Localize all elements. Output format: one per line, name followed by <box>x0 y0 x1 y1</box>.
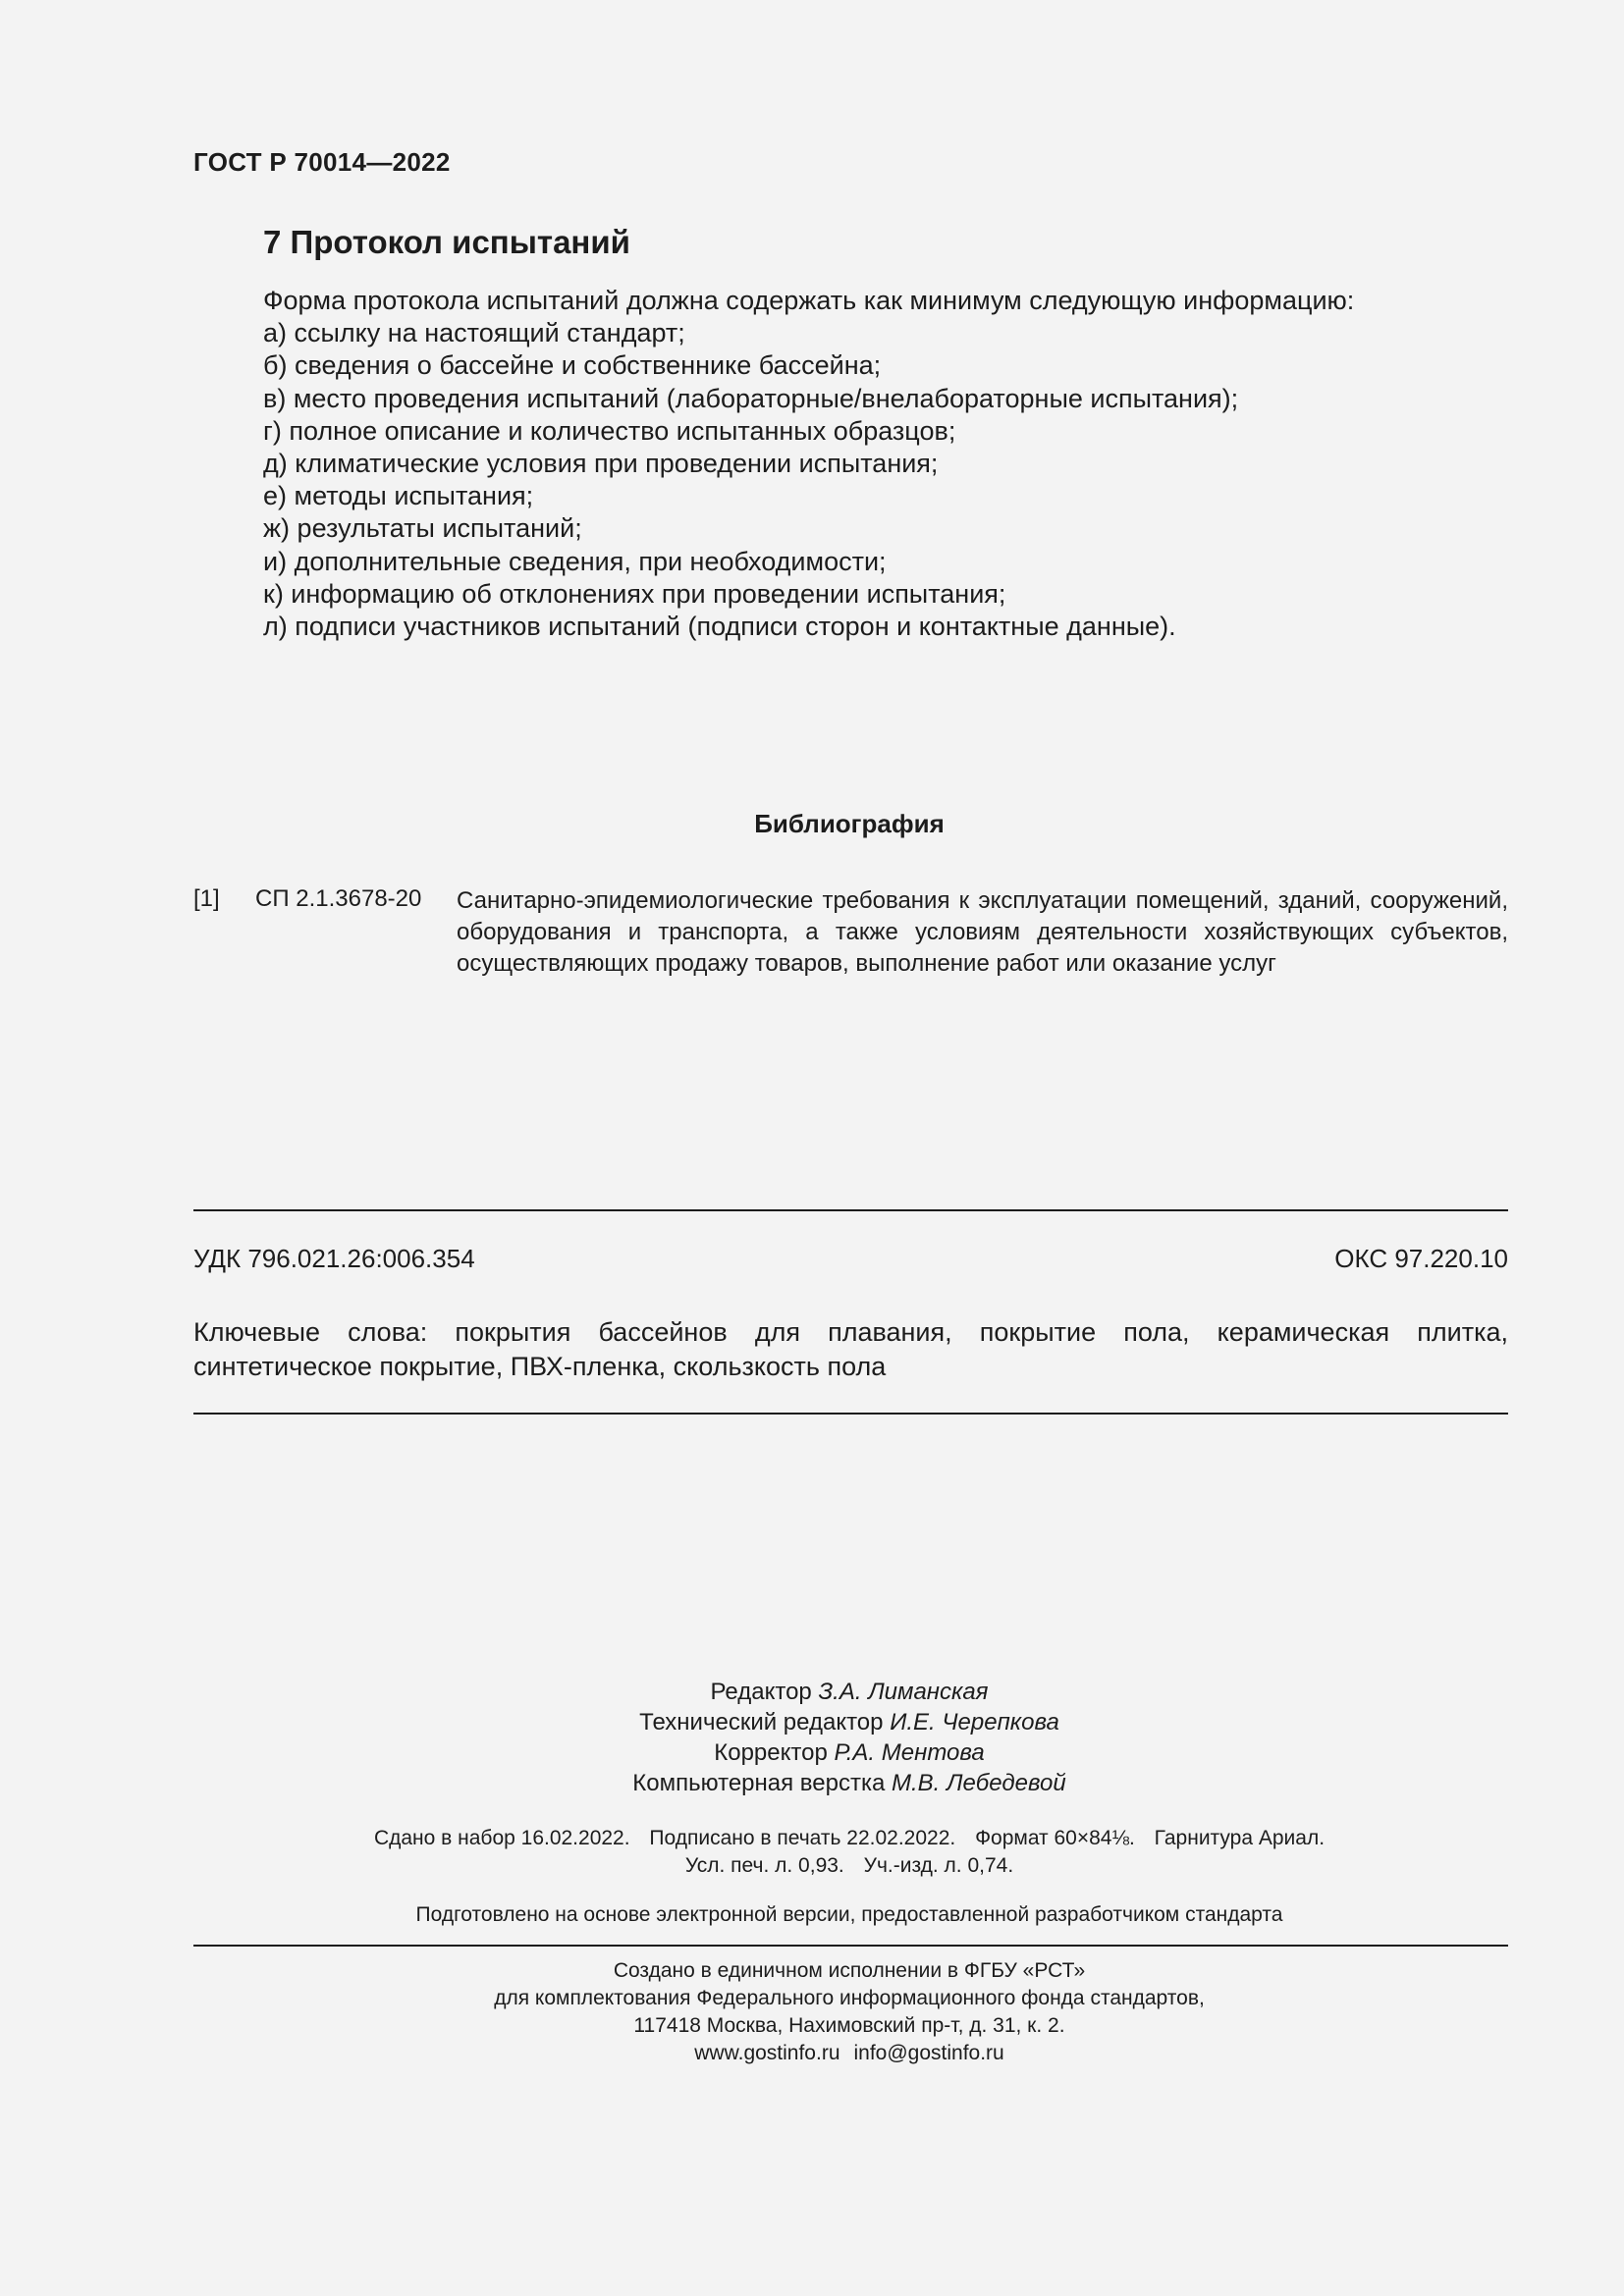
credit-name: З.А. Лиманская <box>818 1679 989 1705</box>
bibliography-entry-number: [1] <box>193 885 220 912</box>
document-id: ГОСТ Р 70014—2022 <box>193 147 451 177</box>
divider <box>193 1209 1508 1211</box>
bibliography-title: Библиография <box>754 809 945 838</box>
website-link[interactable]: www.gostinfo.ru <box>694 2042 840 2064</box>
list-item: к) информацию об отклонениях при проведении испытания; <box>263 578 1006 609</box>
credit-line <box>0 1768 1624 1798</box>
credit-role: Технический редактор <box>639 1709 884 1735</box>
print-signed: Подписано в печать 22.02.2022. <box>649 1827 956 1849</box>
prepared-note: Подготовлено на основе электронной версии, предоставленной разработчиком стандарта <box>415 1903 1283 1926</box>
list-item: д) климатические условия при проведении испытания; <box>263 449 939 479</box>
bibliography-entry-text: Санитарно-эпидемиологические требования к эксплуатации помещений, зданий, сооружений, оборудования и транспорта, а также условиям деятельности хозяйствующих субъектов, осуществляющих продажу товаров, выполнение работ или оказание услуг <box>457 887 1508 977</box>
credit-role: Редактор <box>710 1679 812 1705</box>
publisher-line: Создано в единичном исполнении в ФГБУ «РСТ» <box>613 1959 1086 1982</box>
publisher-info <box>0 1957 1624 2067</box>
email-link[interactable]: info@gostinfo.ru <box>853 2042 1004 2064</box>
print-edition-sheets: Уч.-изд. л. 0,74. <box>863 1854 1014 1877</box>
list-item: б) сведения о бассейне и собственнике бассейна; <box>263 350 882 381</box>
credit-line <box>0 1677 1624 1707</box>
print-font: Гарнитура Ариал. <box>1154 1827 1326 1849</box>
section-body <box>263 285 1354 643</box>
publisher-line: 117418 Москва, Нахимовский пр-т, д. 31, к. 2. <box>633 2014 1065 2037</box>
list-item: ж) результаты испытаний; <box>263 513 582 544</box>
print-sheets: Усл. печ. л. 0,93. <box>684 1854 844 1877</box>
print-submitted: Сдано в набор 16.02.2022. <box>373 1827 630 1849</box>
keywords: Ключевые слова: покрытия бассейнов для плавания, покрытие пола, керамическая плитка, синтетическое покрытие, ПВХ-пленка, скользкость пола <box>193 1317 1508 1381</box>
credits-block <box>0 1677 1624 1798</box>
credit-role: Корректор <box>714 1739 828 1766</box>
divider <box>193 1945 1508 1947</box>
list-item: е) методы испытания; <box>263 481 534 511</box>
credit-name: Р.А. Ментова <box>834 1739 985 1766</box>
bibliography-entry-code: СП 2.1.3678-20 <box>255 885 422 912</box>
section-intro: Форма протокола испытаний должна содержать как минимум следующую информацию: <box>263 286 1355 315</box>
credit-line <box>0 1707 1624 1737</box>
credit-name: М.В. Лебедевой <box>892 1770 1066 1796</box>
print-info <box>0 1825 1624 1880</box>
divider <box>193 1413 1508 1415</box>
list-item: г) полное описание и количество испытанных образцов; <box>263 415 956 446</box>
publisher-line: для комплектования Федерального информационного фонда стандартов, <box>494 1987 1205 2009</box>
list-item: и) дополнительные сведения, при необходимости; <box>263 546 887 576</box>
oks-code: ОКС 97.220.10 <box>1334 1244 1508 1273</box>
list-item: в) место проведения испытаний (лабораторные/внелабораторные испытания); <box>263 383 1239 413</box>
credit-line <box>0 1737 1624 1768</box>
section-title: 7 Протокол испытаний <box>263 224 630 260</box>
list-item: а) ссылку на настоящий стандарт; <box>263 318 685 348</box>
list-item: л) подписи участников испытаний (подписи сторон и контактные данные). <box>263 612 1176 642</box>
udk-code: УДК 796.021.26:006.354 <box>193 1244 475 1273</box>
credit-name: И.Е. Черепкова <box>890 1709 1059 1735</box>
print-format: Формат 60×84⅛. <box>975 1827 1135 1849</box>
credit-role: Компьютерная верстка <box>632 1770 886 1796</box>
